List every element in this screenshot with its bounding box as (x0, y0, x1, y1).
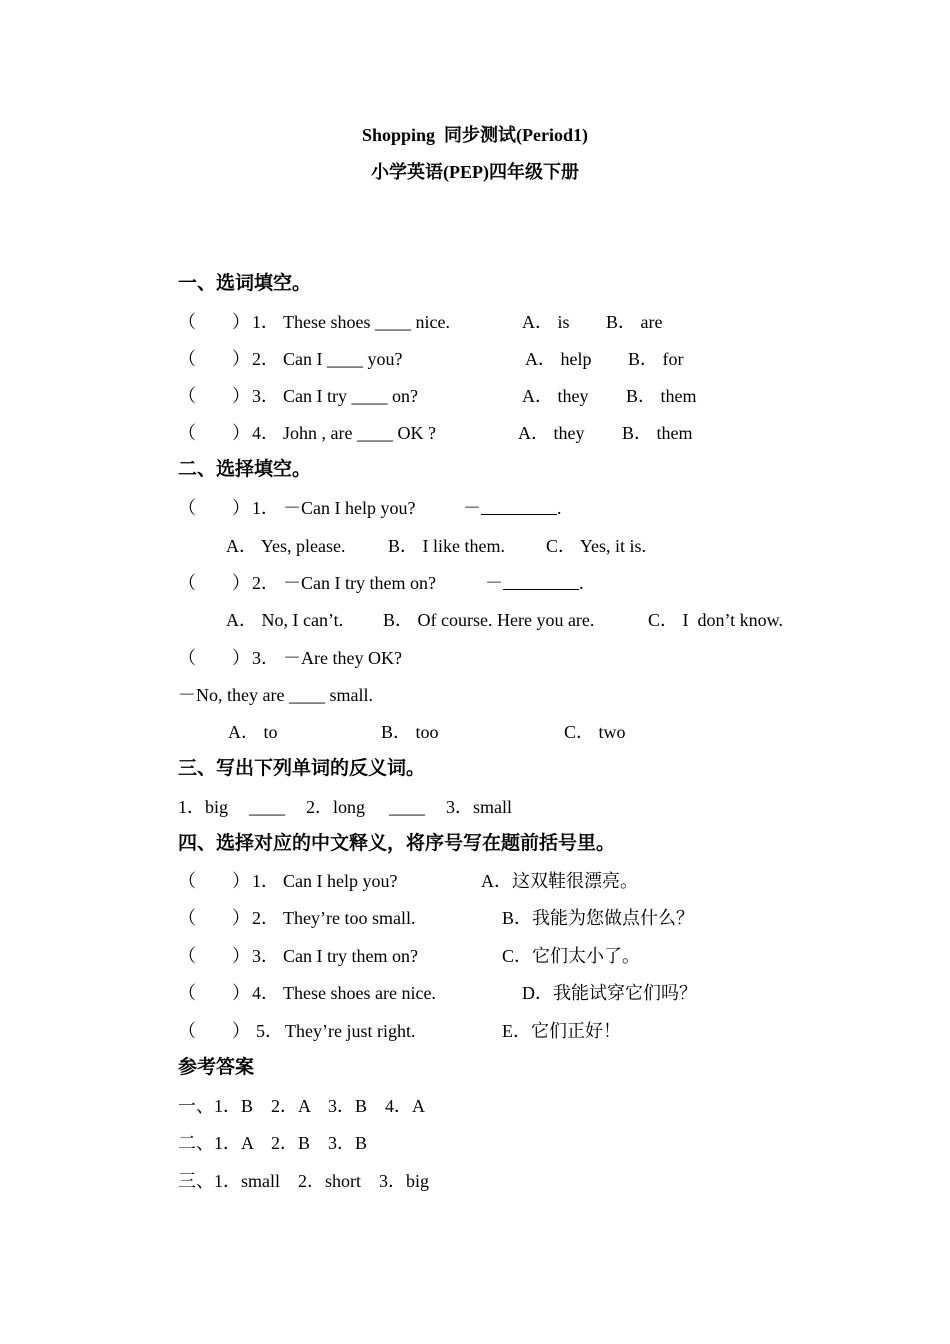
reply-dash: － (463, 498, 481, 518)
s1-question-2 (0, 348, 950, 385)
answer-blank[interactable] (481, 514, 557, 515)
answer-bracket[interactable]: （ ） (178, 423, 250, 443)
question-stem: These shoes ____ nice. (283, 312, 450, 332)
english-sentence: Can I help you? (283, 871, 398, 891)
option-b: B． them (622, 423, 693, 443)
option-a: A． help (525, 349, 592, 369)
question-stem: John , are ____ OK ? (283, 423, 436, 443)
document-subtitle: 小学英语(PEP)四年级下册 (371, 162, 579, 182)
chinese-meaning: E．它们正好！ (502, 1021, 621, 1041)
answer-bracket[interactable]: （ ） (178, 908, 250, 928)
english-sentence: These shoes are nice. (283, 983, 436, 1003)
question-number: 3． (252, 386, 279, 406)
question-number: 1． (252, 312, 279, 332)
question-number: 2． (252, 573, 279, 593)
s1-question-4 (0, 422, 950, 459)
answer-bracket[interactable]: （ ） (178, 349, 250, 369)
option-a: A． Yes, please. (226, 536, 346, 556)
reply-end: . (579, 573, 584, 593)
option-a: A． they (522, 386, 589, 406)
question-number: 3． (252, 648, 279, 668)
section-2-heading: 二、选择填空。 (178, 459, 312, 480)
option-c: C． I don’t know. (648, 610, 783, 630)
answer-key-row-1: 一、1．B 2．A 3．B 4．A (178, 1096, 426, 1116)
word-1: 1．big (178, 797, 229, 817)
answer-bracket[interactable]: （ ） (178, 312, 250, 332)
option-b: B． are (606, 312, 663, 332)
answer-bracket[interactable]: （ ） (178, 946, 250, 966)
option-c: C． Yes, it is. (546, 536, 647, 556)
s1-question-1 (0, 311, 950, 348)
answer-key-row-2: 二、1．A 2．B 3．B (178, 1133, 368, 1153)
chinese-meaning: C．它们太小了。 (502, 946, 641, 966)
s4-question-4 (0, 982, 950, 1019)
answer-bracket[interactable]: （ ） (178, 386, 250, 406)
answer-bracket[interactable]: （ ） (178, 648, 250, 668)
english-sentence: They’re too small. (283, 908, 416, 928)
question-stem: －Can I try them on? (283, 573, 436, 593)
option-b: B． them (626, 386, 697, 406)
option-b: B． for (628, 349, 684, 369)
option-a: A． they (518, 423, 585, 443)
answer-blank[interactable] (503, 589, 579, 590)
question-number: 4． (252, 983, 279, 1003)
reply-dash: － (485, 573, 503, 593)
answer-blank[interactable]: ____ (249, 797, 285, 817)
s1-question-3 (0, 385, 950, 422)
s4-question-3 (0, 945, 950, 982)
question-stem: －Can I help you? (283, 498, 416, 518)
question-stem: Can I try ____ on? (283, 386, 418, 406)
reply-end: . (557, 498, 562, 518)
answer-bracket[interactable]: （ ） (178, 498, 250, 518)
question-number: 2． (252, 908, 279, 928)
answer-key-heading: 参考答案 (178, 1057, 255, 1078)
s2-question-1 (0, 497, 950, 534)
chinese-meaning: B．我能为您做点什么？ (502, 908, 695, 928)
answer-bracket[interactable]: （ ） (178, 983, 250, 1003)
chinese-meaning: D．我能试穿它们吗？ (522, 983, 697, 1003)
section-1-heading: 一、选词填空。 (178, 273, 312, 294)
s4-question-2 (0, 907, 950, 944)
question-number: 1． (252, 871, 279, 891)
option-b: B． too (381, 722, 439, 742)
answer-key-row-3: 三、1．small 2．short 3．big (178, 1171, 429, 1191)
s2-question-3 (0, 647, 950, 684)
option-a: A． to (228, 722, 278, 742)
option-c: C． two (564, 722, 626, 742)
question-stem: －Are they OK? (283, 648, 402, 668)
s4-question-5 (0, 1020, 950, 1057)
english-sentence: Can I try them on? (283, 946, 418, 966)
s3-antonyms (0, 796, 950, 833)
section-4-heading: 四、选择对应的中文释义，将序号写在题前括号里。 (178, 833, 616, 854)
word-2: 2．long (306, 797, 366, 817)
answer-blank[interactable]: ____ (389, 797, 425, 817)
s2-question-3-options (0, 721, 950, 758)
answer-bracket[interactable]: （ ） (178, 871, 250, 891)
option-a: A． No, I can’t. (226, 610, 344, 630)
s2-question-1-options (0, 535, 950, 572)
chinese-meaning: A．这双鞋很漂亮。 (481, 871, 638, 891)
question-number: 2． (252, 349, 279, 369)
question-number: 4． (252, 423, 279, 443)
word-3: 3．small (446, 797, 512, 817)
question-number: 1． (252, 498, 279, 518)
question-number: 3． (252, 946, 279, 966)
question-number: 5． (256, 1021, 283, 1041)
s2-question-2 (0, 572, 950, 609)
answer-bracket[interactable]: （ ） (178, 573, 250, 593)
option-b: B． I like them. (388, 536, 505, 556)
document-title: Shopping 同步测试(Period1) (361, 125, 589, 145)
s2-question-2-options (0, 609, 950, 646)
s4-question-1 (0, 870, 950, 907)
section-3-heading: 三、写出下列单词的反义词。 (178, 758, 426, 779)
option-a: A． is (522, 312, 570, 332)
s2-question-3-answer-line: －No, they are ____ small. (178, 685, 373, 705)
answer-bracket[interactable]: （ ） (178, 1021, 250, 1041)
option-b: B． Of course. Here you are. (383, 610, 595, 630)
question-stem: Can I ____ you? (283, 349, 403, 369)
english-sentence: They’re just right. (285, 1021, 416, 1041)
